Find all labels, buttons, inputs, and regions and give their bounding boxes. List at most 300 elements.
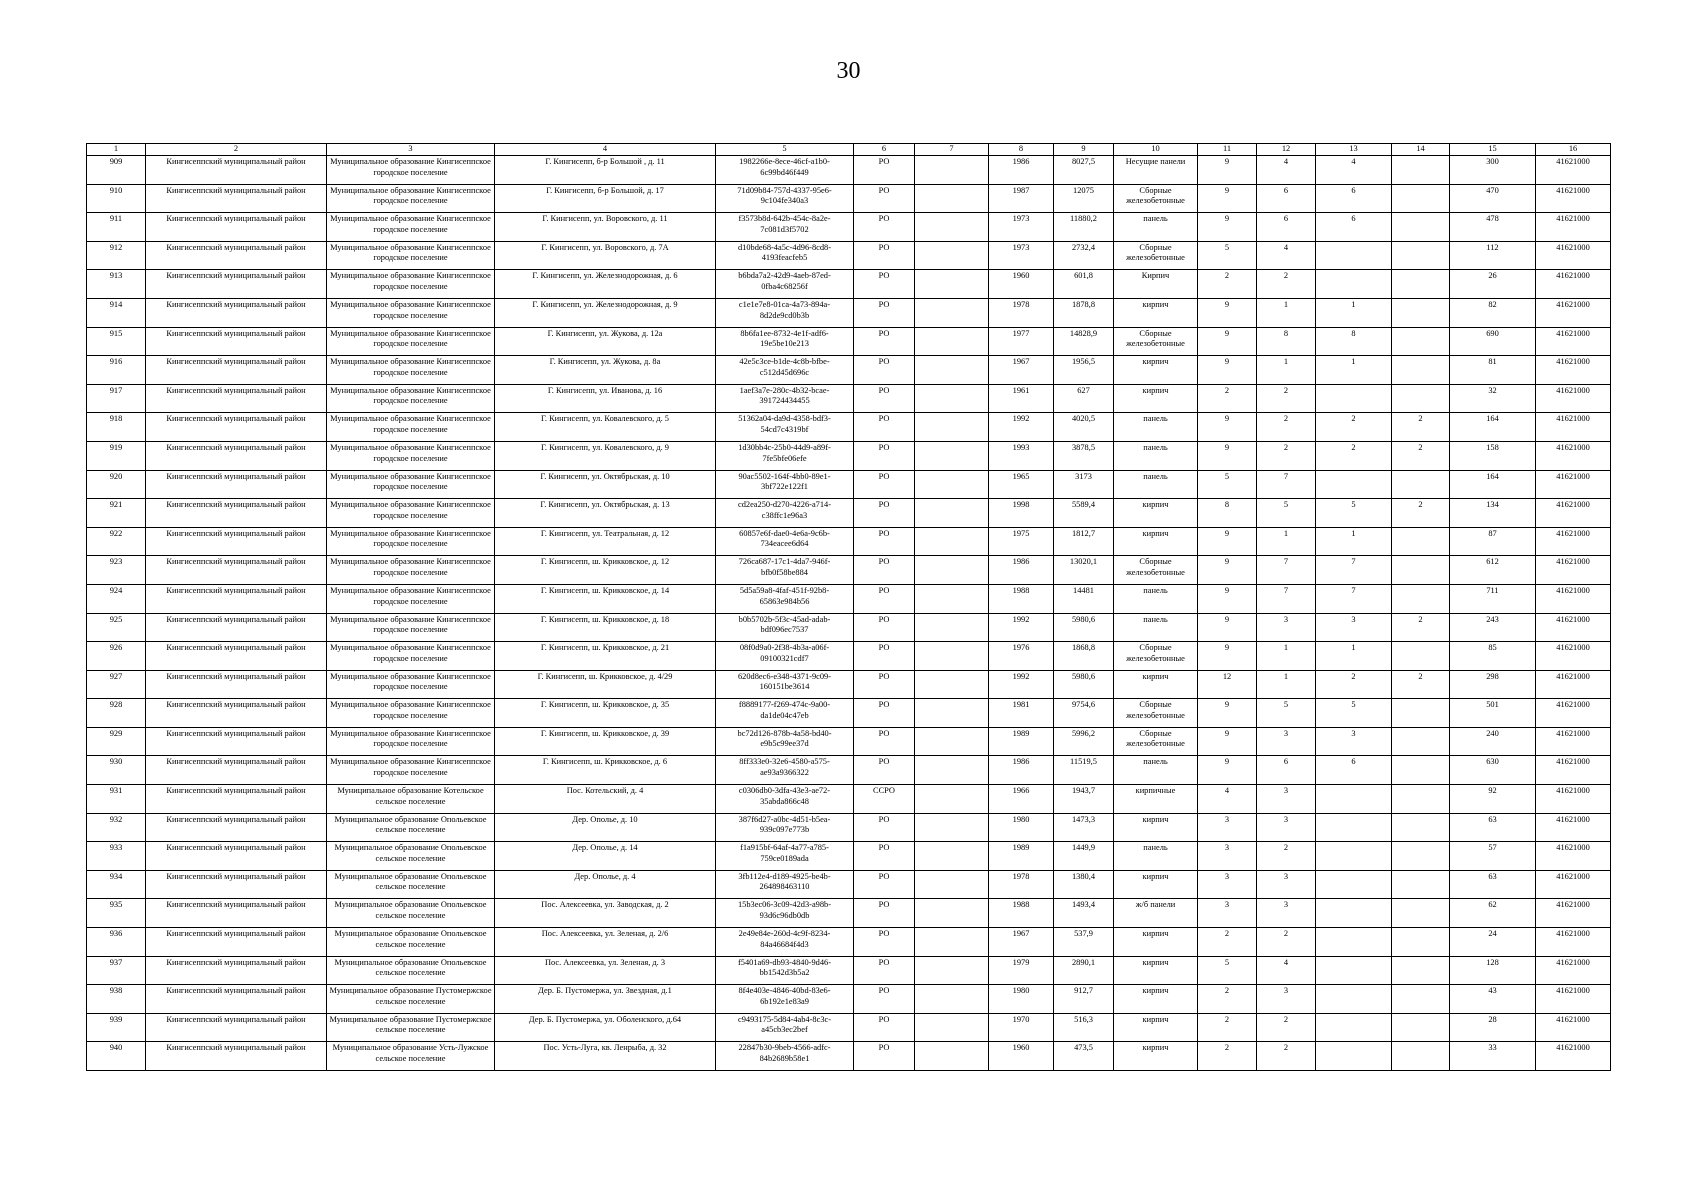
cell-guid: 620d8ec6-e348-4371-9c09-160151be3614 <box>716 670 854 699</box>
cell-row-number: 938 <box>87 985 146 1014</box>
cell-address: Г. Кингисепп, ул. Октябрьская, д. 10 <box>495 470 716 499</box>
cell-residents: 128 <box>1450 956 1536 985</box>
cell-row-number: 912 <box>87 241 146 270</box>
cell-district: Кингисеппский муниципальный район <box>146 241 327 270</box>
cell-type: РО <box>854 813 915 842</box>
cell-elevators <box>1316 899 1392 928</box>
cell-col14 <box>1392 870 1450 899</box>
cell-elevators: 5 <box>1316 699 1392 728</box>
cell-entrances: 2 <box>1257 270 1316 299</box>
cell-elevators: 8 <box>1316 327 1392 356</box>
cell-municipality: Муниципальное образование Кингисеппское городское поселение <box>327 670 495 699</box>
cell-oktmo: 41621000 <box>1536 613 1611 642</box>
table-row <box>87 298 1611 327</box>
cell-municipality: Муниципальное образование Кингисеппское городское поселение <box>327 298 495 327</box>
cell-floors: 9 <box>1198 756 1257 785</box>
cell-guid: 1aef3a7e-280c-4b32-bcae-391724434455 <box>716 384 854 413</box>
cell-address: Г. Кингисепп, ул. Жукова, д. 8а <box>495 356 716 385</box>
cell-year: 1960 <box>989 270 1054 299</box>
cell-col7 <box>915 756 989 785</box>
cell-elevators: 6 <box>1316 184 1392 213</box>
cell-area: 4020,5 <box>1054 413 1114 442</box>
cell-floors: 9 <box>1198 642 1257 671</box>
cell-municipality: Муниципальное образование Кингисеппское городское поселение <box>327 613 495 642</box>
cell-entrances: 3 <box>1257 727 1316 756</box>
cell-area: 5996,2 <box>1054 727 1114 756</box>
table-row <box>87 356 1611 385</box>
cell-entrances: 6 <box>1257 184 1316 213</box>
cell-oktmo: 41621000 <box>1536 499 1611 528</box>
cell-row-number: 910 <box>87 184 146 213</box>
column-number: 2 <box>146 144 327 156</box>
cell-oktmo: 41621000 <box>1536 756 1611 785</box>
cell-municipality: Муниципальное образование Кингисеппское городское поселение <box>327 356 495 385</box>
cell-floors: 9 <box>1198 184 1257 213</box>
cell-row-number: 928 <box>87 699 146 728</box>
cell-row-number: 916 <box>87 356 146 385</box>
cell-oktmo: 41621000 <box>1536 356 1611 385</box>
cell-oktmo: 41621000 <box>1536 327 1611 356</box>
cell-col7 <box>915 842 989 871</box>
cell-oktmo: 41621000 <box>1536 928 1611 957</box>
cell-elevators <box>1316 1042 1392 1071</box>
cell-type: РО <box>854 928 915 957</box>
cell-district: Кингисеппский муниципальный район <box>146 1013 327 1042</box>
cell-year: 1998 <box>989 499 1054 528</box>
cell-residents: 298 <box>1450 670 1536 699</box>
cell-elevators: 1 <box>1316 642 1392 671</box>
cell-guid: 8ff333e0-32e6-4580-a575-ae93a9366322 <box>716 756 854 785</box>
cell-row-number: 924 <box>87 584 146 613</box>
cell-district: Кингисеппский муниципальный район <box>146 870 327 899</box>
cell-col14 <box>1392 842 1450 871</box>
cell-municipality: Муниципальное образование Кингисеппское городское поселение <box>327 184 495 213</box>
cell-residents: 164 <box>1450 470 1536 499</box>
cell-residents: 57 <box>1450 842 1536 871</box>
cell-residents: 630 <box>1450 756 1536 785</box>
cell-wall-material: кирпич <box>1114 813 1198 842</box>
cell-wall-material: панель <box>1114 441 1198 470</box>
cell-entrances: 3 <box>1257 899 1316 928</box>
cell-floors: 9 <box>1198 298 1257 327</box>
cell-area: 1380,4 <box>1054 870 1114 899</box>
cell-residents: 112 <box>1450 241 1536 270</box>
cell-row-number: 933 <box>87 842 146 871</box>
cell-row-number: 917 <box>87 384 146 413</box>
cell-year: 1993 <box>989 441 1054 470</box>
cell-elevators: 3 <box>1316 727 1392 756</box>
table-row <box>87 384 1611 413</box>
cell-type: РО <box>854 499 915 528</box>
cell-address: Дер. Б. Пустомержа, ул. Оболенского, д.64 <box>495 1013 716 1042</box>
cell-col7 <box>915 899 989 928</box>
cell-type: РО <box>854 870 915 899</box>
cell-guid: c1e1e7e8-01ca-4a73-894a-8d2de9cd0b3b <box>716 298 854 327</box>
cell-year: 1992 <box>989 670 1054 699</box>
cell-guid: 71d09b84-757d-4337-95e6-9c104fe340a3 <box>716 184 854 213</box>
cell-type: РО <box>854 270 915 299</box>
cell-district: Кингисеппский муниципальный район <box>146 556 327 585</box>
cell-type: РО <box>854 699 915 728</box>
cell-year: 1980 <box>989 813 1054 842</box>
cell-entrances: 6 <box>1257 756 1316 785</box>
cell-address: Г. Кингисепп, ш. Крикковское, д. 18 <box>495 613 716 642</box>
table-row <box>87 899 1611 928</box>
cell-district: Кингисеппский муниципальный район <box>146 441 327 470</box>
cell-municipality: Муниципальное образование Кингисеппское городское поселение <box>327 499 495 528</box>
cell-area: 912,7 <box>1054 985 1114 1014</box>
column-number: 14 <box>1392 144 1450 156</box>
cell-col7 <box>915 1013 989 1042</box>
cell-guid: b0b5702b-5f3c-45ad-adab-bdf096ec7537 <box>716 613 854 642</box>
cell-residents: 43 <box>1450 985 1536 1014</box>
cell-municipality: Муниципальное образование Кингисеппское городское поселение <box>327 699 495 728</box>
cell-wall-material: кирпич <box>1114 384 1198 413</box>
cell-municipality: Муниципальное образование Кингисеппское городское поселение <box>327 241 495 270</box>
cell-guid: f3573b8d-642b-454c-8a2e-7c081d3f5702 <box>716 213 854 242</box>
cell-floors: 3 <box>1198 842 1257 871</box>
cell-address: Г. Кингисепп, ул. Воровского, д. 11 <box>495 213 716 242</box>
cell-residents: 612 <box>1450 556 1536 585</box>
cell-year: 1987 <box>989 184 1054 213</box>
cell-col14 <box>1392 985 1450 1014</box>
cell-wall-material: кирпич <box>1114 1042 1198 1071</box>
cell-guid: f5401a69-db93-4840-9d46-bb1542d3b5a2 <box>716 956 854 985</box>
cell-address: Пос. Усть-Луга, кв. Ленрыба, д. 32 <box>495 1042 716 1071</box>
table-row <box>87 670 1611 699</box>
cell-floors: 9 <box>1198 727 1257 756</box>
cell-wall-material: кирпич <box>1114 956 1198 985</box>
cell-wall-material: панель <box>1114 213 1198 242</box>
cell-district: Кингисеппский муниципальный район <box>146 384 327 413</box>
cell-district: Кингисеппский муниципальный район <box>146 184 327 213</box>
cell-row-number: 935 <box>87 899 146 928</box>
cell-area: 1473,3 <box>1054 813 1114 842</box>
cell-elevators <box>1316 470 1392 499</box>
cell-col7 <box>915 584 989 613</box>
table-row <box>87 413 1611 442</box>
cell-guid: 1982266e-8ece-46cf-a1b0-6c99bd46f449 <box>716 156 854 185</box>
cell-elevators: 1 <box>1316 298 1392 327</box>
cell-district: Кингисеппский муниципальный район <box>146 670 327 699</box>
table-row <box>87 241 1611 270</box>
cell-col14: 2 <box>1392 441 1450 470</box>
cell-type: РО <box>854 413 915 442</box>
column-number: 6 <box>854 144 915 156</box>
cell-wall-material: Сборные железобетонные <box>1114 184 1198 213</box>
cell-district: Кингисеппский муниципальный район <box>146 298 327 327</box>
cell-oktmo: 41621000 <box>1536 842 1611 871</box>
cell-col7 <box>915 556 989 585</box>
cell-entrances: 2 <box>1257 413 1316 442</box>
column-number: 13 <box>1316 144 1392 156</box>
cell-area: 2732,4 <box>1054 241 1114 270</box>
cell-col14 <box>1392 527 1450 556</box>
cell-entrances: 1 <box>1257 298 1316 327</box>
cell-col7 <box>915 356 989 385</box>
cell-wall-material: кирпич <box>1114 670 1198 699</box>
cell-elevators <box>1316 870 1392 899</box>
cell-residents: 92 <box>1450 785 1536 814</box>
cell-row-number: 923 <box>87 556 146 585</box>
cell-district: Кингисеппский муниципальный район <box>146 899 327 928</box>
cell-type: РО <box>854 527 915 556</box>
cell-entrances: 3 <box>1257 813 1316 842</box>
cell-guid: 726ca687-17c1-4da7-946f-bfb0f58be884 <box>716 556 854 585</box>
cell-residents: 82 <box>1450 298 1536 327</box>
table-row <box>87 870 1611 899</box>
table-row <box>87 184 1611 213</box>
cell-address: Г. Кингисепп, ш. Крикковское, д. 14 <box>495 584 716 613</box>
cell-entrances: 3 <box>1257 613 1316 642</box>
cell-floors: 9 <box>1198 156 1257 185</box>
cell-floors: 5 <box>1198 956 1257 985</box>
cell-type: РО <box>854 899 915 928</box>
cell-municipality: Муниципальное образование Опольевское сельское поселение <box>327 813 495 842</box>
cell-col7 <box>915 441 989 470</box>
cell-guid: 90ac5502-164f-4bb0-89e1-3bf722e122f1 <box>716 470 854 499</box>
cell-elevators: 3 <box>1316 613 1392 642</box>
cell-floors: 9 <box>1198 584 1257 613</box>
cell-row-number: 927 <box>87 670 146 699</box>
cell-guid: 8b6fa1ee-8732-4e1f-adf6-19e5be10e213 <box>716 327 854 356</box>
cell-col14: 2 <box>1392 413 1450 442</box>
cell-elevators: 1 <box>1316 356 1392 385</box>
column-number: 16 <box>1536 144 1611 156</box>
cell-guid: bc72d126-878b-4a58-bd40-e9b5c99ee37d <box>716 727 854 756</box>
cell-guid: 1d30bb4c-25b0-44d9-a89f-7fe5bfe06efe <box>716 441 854 470</box>
cell-residents: 470 <box>1450 184 1536 213</box>
cell-address: Г. Кингисепп, б-р Большой , д. 11 <box>495 156 716 185</box>
cell-elevators: 2 <box>1316 670 1392 699</box>
cell-entrances: 1 <box>1257 670 1316 699</box>
cell-type: РО <box>854 756 915 785</box>
cell-district: Кингисеппский муниципальный район <box>146 699 327 728</box>
cell-wall-material: Сборные железобетонные <box>1114 727 1198 756</box>
cell-row-number: 909 <box>87 156 146 185</box>
column-number: 12 <box>1257 144 1316 156</box>
cell-year: 1976 <box>989 642 1054 671</box>
cell-row-number: 930 <box>87 756 146 785</box>
cell-col7 <box>915 184 989 213</box>
cell-residents: 87 <box>1450 527 1536 556</box>
cell-row-number: 940 <box>87 1042 146 1071</box>
cell-residents: 81 <box>1450 356 1536 385</box>
cell-municipality: Муниципальное образование Кингисеппское городское поселение <box>327 213 495 242</box>
cell-municipality: Муниципальное образование Кингисеппское городское поселение <box>327 470 495 499</box>
cell-entrances: 1 <box>1257 642 1316 671</box>
table-row <box>87 441 1611 470</box>
cell-col14 <box>1392 241 1450 270</box>
cell-elevators <box>1316 842 1392 871</box>
cell-elevators: 7 <box>1316 556 1392 585</box>
cell-floors: 9 <box>1198 413 1257 442</box>
cell-entrances: 8 <box>1257 327 1316 356</box>
cell-area: 3173 <box>1054 470 1114 499</box>
cell-type: РО <box>854 727 915 756</box>
cell-municipality: Муниципальное образование Пустомержское сельское поселение <box>327 985 495 1014</box>
cell-col7 <box>915 785 989 814</box>
cell-col7 <box>915 241 989 270</box>
cell-area: 1878,8 <box>1054 298 1114 327</box>
cell-residents: 33 <box>1450 1042 1536 1071</box>
cell-col7 <box>915 499 989 528</box>
cell-type: РО <box>854 556 915 585</box>
cell-area: 9754,6 <box>1054 699 1114 728</box>
cell-year: 1975 <box>989 527 1054 556</box>
table-row <box>87 699 1611 728</box>
cell-floors: 2 <box>1198 928 1257 957</box>
cell-floors: 9 <box>1198 699 1257 728</box>
cell-elevators: 2 <box>1316 413 1392 442</box>
cell-wall-material: кирпич <box>1114 928 1198 957</box>
cell-residents: 501 <box>1450 699 1536 728</box>
cell-year: 1967 <box>989 928 1054 957</box>
column-number: 5 <box>716 144 854 156</box>
table-row <box>87 613 1611 642</box>
cell-district: Кингисеппский муниципальный район <box>146 985 327 1014</box>
cell-oktmo: 41621000 <box>1536 213 1611 242</box>
cell-col14 <box>1392 1042 1450 1071</box>
cell-col14 <box>1392 556 1450 585</box>
cell-wall-material: кирпич <box>1114 527 1198 556</box>
cell-residents: 28 <box>1450 1013 1536 1042</box>
cell-col7 <box>915 298 989 327</box>
cell-type: РО <box>854 356 915 385</box>
cell-district: Кингисеппский муниципальный район <box>146 642 327 671</box>
cell-oktmo: 41621000 <box>1536 899 1611 928</box>
cell-guid: cd2ea250-d270-4226-a714-c38ffc1e96a3 <box>716 499 854 528</box>
cell-residents: 24 <box>1450 928 1536 957</box>
cell-wall-material: Несущие панели <box>1114 156 1198 185</box>
cell-municipality: Муниципальное образование Кингисеппское городское поселение <box>327 413 495 442</box>
column-number: 1 <box>87 144 146 156</box>
cell-entrances: 2 <box>1257 928 1316 957</box>
cell-guid: 15b3ec06-3c09-42d3-a98b-93d6c96db0db <box>716 899 854 928</box>
cell-residents: 62 <box>1450 899 1536 928</box>
cell-type: РО <box>854 213 915 242</box>
cell-col7 <box>915 985 989 1014</box>
cell-municipality: Муниципальное образование Кингисеппское городское поселение <box>327 642 495 671</box>
cell-entrances: 2 <box>1257 1042 1316 1071</box>
cell-address: Г. Кингисепп, ул. Театральная, д. 12 <box>495 527 716 556</box>
cell-guid: f8889177-f269-474c-9a00-da1de04c47eb <box>716 699 854 728</box>
cell-residents: 134 <box>1450 499 1536 528</box>
cell-oktmo: 41621000 <box>1536 1042 1611 1071</box>
cell-entrances: 3 <box>1257 985 1316 1014</box>
cell-residents: 690 <box>1450 327 1536 356</box>
cell-col14: 2 <box>1392 499 1450 528</box>
cell-col14 <box>1392 156 1450 185</box>
cell-district: Кингисеппский муниципальный район <box>146 727 327 756</box>
cell-year: 1986 <box>989 756 1054 785</box>
cell-guid: c0306db0-3dfa-43e3-ae72-35abda866c48 <box>716 785 854 814</box>
cell-address: Г. Кингисепп, ул. Октябрьская, д. 13 <box>495 499 716 528</box>
cell-entrances: 5 <box>1257 699 1316 728</box>
cell-area: 1943,7 <box>1054 785 1114 814</box>
cell-floors: 2 <box>1198 985 1257 1014</box>
cell-area: 601,8 <box>1054 270 1114 299</box>
cell-area: 8027,5 <box>1054 156 1114 185</box>
table-row <box>87 584 1611 613</box>
cell-oktmo: 41621000 <box>1536 556 1611 585</box>
cell-col7 <box>915 213 989 242</box>
cell-district: Кингисеппский муниципальный район <box>146 413 327 442</box>
cell-wall-material: кирпич <box>1114 985 1198 1014</box>
cell-elevators: 1 <box>1316 527 1392 556</box>
cell-col14 <box>1392 756 1450 785</box>
cell-col7 <box>915 642 989 671</box>
cell-district: Кингисеппский муниципальный район <box>146 956 327 985</box>
cell-col7 <box>915 527 989 556</box>
cell-district: Кингисеппский муниципальный район <box>146 470 327 499</box>
cell-address: Дер. Ополье, д. 4 <box>495 870 716 899</box>
cell-district: Кингисеппский муниципальный район <box>146 356 327 385</box>
table-row <box>87 527 1611 556</box>
cell-col14 <box>1392 813 1450 842</box>
cell-col7 <box>915 156 989 185</box>
cell-row-number: 931 <box>87 785 146 814</box>
cell-municipality: Муниципальное образование Кингисеппское городское поселение <box>327 556 495 585</box>
cell-wall-material: кирпичные <box>1114 785 1198 814</box>
cell-entrances: 7 <box>1257 584 1316 613</box>
cell-row-number: 939 <box>87 1013 146 1042</box>
cell-guid: 8f4e403e-4846-40bd-83e6-6b192e1e83a9 <box>716 985 854 1014</box>
cell-col14 <box>1392 384 1450 413</box>
cell-district: Кингисеппский муниципальный район <box>146 527 327 556</box>
cell-district: Кингисеппский муниципальный район <box>146 499 327 528</box>
cell-entrances: 3 <box>1257 785 1316 814</box>
cell-district: Кингисеппский муниципальный район <box>146 1042 327 1071</box>
cell-col7 <box>915 413 989 442</box>
cell-wall-material: Сборные железобетонные <box>1114 556 1198 585</box>
cell-oktmo: 41621000 <box>1536 985 1611 1014</box>
cell-entrances: 5 <box>1257 499 1316 528</box>
cell-row-number: 929 <box>87 727 146 756</box>
cell-elevators <box>1316 270 1392 299</box>
cell-row-number: 918 <box>87 413 146 442</box>
cell-oktmo: 41621000 <box>1536 785 1611 814</box>
cell-col7 <box>915 470 989 499</box>
cell-guid: c9493175-5d84-4ab4-8c3c-a45cb3ec2bef <box>716 1013 854 1042</box>
cell-year: 1973 <box>989 213 1054 242</box>
cell-wall-material: панель <box>1114 470 1198 499</box>
cell-year: 1967 <box>989 356 1054 385</box>
cell-entrances: 1 <box>1257 527 1316 556</box>
cell-oktmo: 41621000 <box>1536 727 1611 756</box>
cell-municipality: Муниципальное образование Опольевское сельское поселение <box>327 899 495 928</box>
cell-municipality: Муниципальное образование Опольевское сельское поселение <box>327 928 495 957</box>
table-row <box>87 928 1611 957</box>
cell-type: СCРО <box>854 785 915 814</box>
cell-year: 1989 <box>989 842 1054 871</box>
cell-type: РО <box>854 1042 915 1071</box>
cell-col14 <box>1392 727 1450 756</box>
cell-type: РО <box>854 241 915 270</box>
cell-district: Кингисеппский муниципальный район <box>146 842 327 871</box>
cell-area: 2890,1 <box>1054 956 1114 985</box>
cell-entrances: 1 <box>1257 356 1316 385</box>
cell-area: 1812,7 <box>1054 527 1114 556</box>
cell-col7 <box>915 270 989 299</box>
cell-elevators <box>1316 785 1392 814</box>
cell-row-number: 937 <box>87 956 146 985</box>
cell-address: Пос. Котельский, д. 4 <box>495 785 716 814</box>
cell-oktmo: 41621000 <box>1536 870 1611 899</box>
cell-col14 <box>1392 356 1450 385</box>
cell-wall-material: Сборные железобетонные <box>1114 642 1198 671</box>
cell-guid: 5d5a59a8-4faf-451f-92b8-65863e984b56 <box>716 584 854 613</box>
